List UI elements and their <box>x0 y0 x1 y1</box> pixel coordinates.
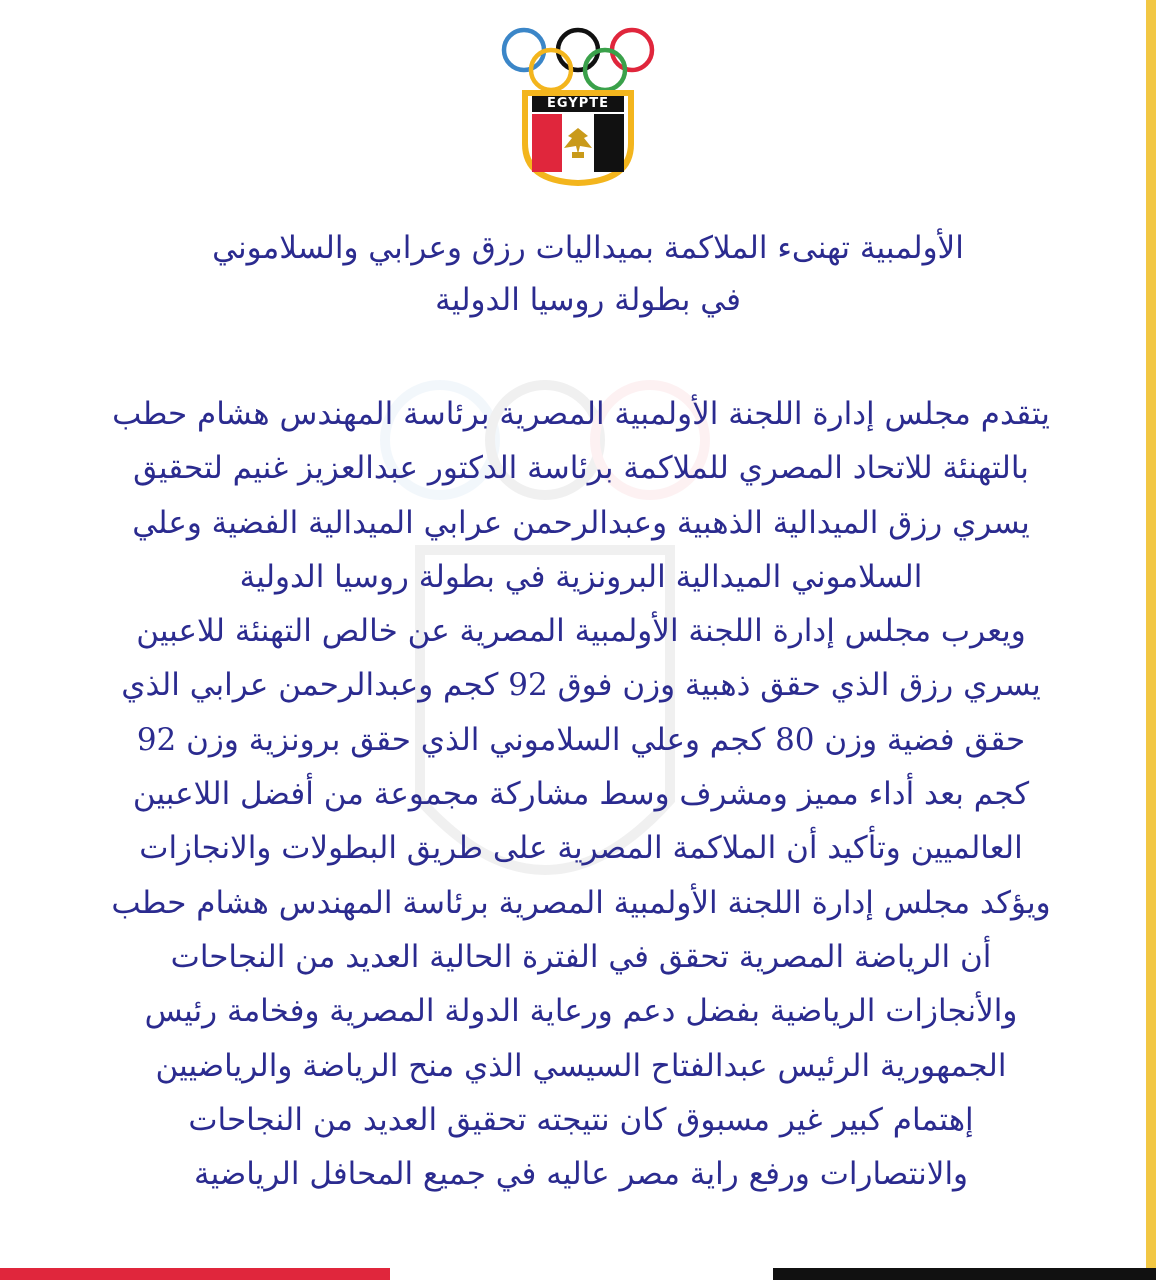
gold-side-border <box>1146 0 1156 1280</box>
body-line: حقق فضية وزن 80 كجم وعلي السلاموني الذي حقق برونزية وزن 92 <box>136 721 1026 758</box>
statement-body <box>56 387 1106 1201</box>
body-line: يسري رزق الذي حقق ذهبية وزن فوق 92 كجم وعبدالرحمن عرابي الذي <box>121 667 1041 704</box>
body-line: إهتمام كبير غير مسبوق كان نتيجته تحقيق العديد من النجاحات <box>188 1101 974 1138</box>
body-line: الجمهورية الرئيس عبدالفتاح السيسي الذي منح الرياضة والرياضيين <box>155 1047 1007 1084</box>
body-line: السلاموني الميدالية البرونزية في بطولة روسيا الدولية <box>239 558 923 595</box>
body-line: كجم بعد أداء مميز ومشرف وسط مشاركة مجموعة من أفضل اللاعبين <box>132 776 1030 813</box>
footer-red-bar <box>0 1268 390 1280</box>
body-line: بالتهنئة للاتحاد المصري للملاكمة برئاسة الدكتور عبدالعزيز غنيم لتحقيق <box>133 450 1029 487</box>
body-line: والانتصارات ورفع راية مصر عاليه في جميع المحافل الرياضية <box>193 1156 969 1193</box>
body-line: يسري رزق الميدالية الذهبية وعبدالرحمن عرابي الميدالية الفضية وعلي <box>132 504 1030 541</box>
page-title <box>80 222 1096 326</box>
body-line: ويؤكد مجلس إدارة اللجنة الأولمبية المصرية برئاسة المهندس هشام حطب <box>111 884 1051 921</box>
body-line: يتقدم مجلس إدارة اللجنة الأولمبية المصرية برئاسة المهندس هشام حطب <box>112 396 1050 432</box>
footer-black-bar <box>773 1268 1156 1280</box>
logo-badge-text: EGYPTE <box>547 96 609 111</box>
title-line: في بطولة روسيا الدولية <box>435 282 741 318</box>
body-line: والأنجازات الرياضية بفضل دعم ورعاية الدولة المصرية وفخامة رئيس <box>144 993 1018 1030</box>
title-line: الأولمبية تهنىء الملاكمة بميداليات رزق وعرابي والسلاموني <box>212 230 964 266</box>
body-line: العالميين وتأكيد أن الملاكمة المصرية على طريق البطولات والانجازات <box>139 830 1023 867</box>
body-line: ويعرب مجلس إدارة اللجنة الأولمبية المصرية عن خالص التهنئة للاعبين <box>136 613 1026 650</box>
body-line: أن الرياضة المصرية تحقق في الفترة الحالية العديد من النجاحات <box>170 938 992 975</box>
